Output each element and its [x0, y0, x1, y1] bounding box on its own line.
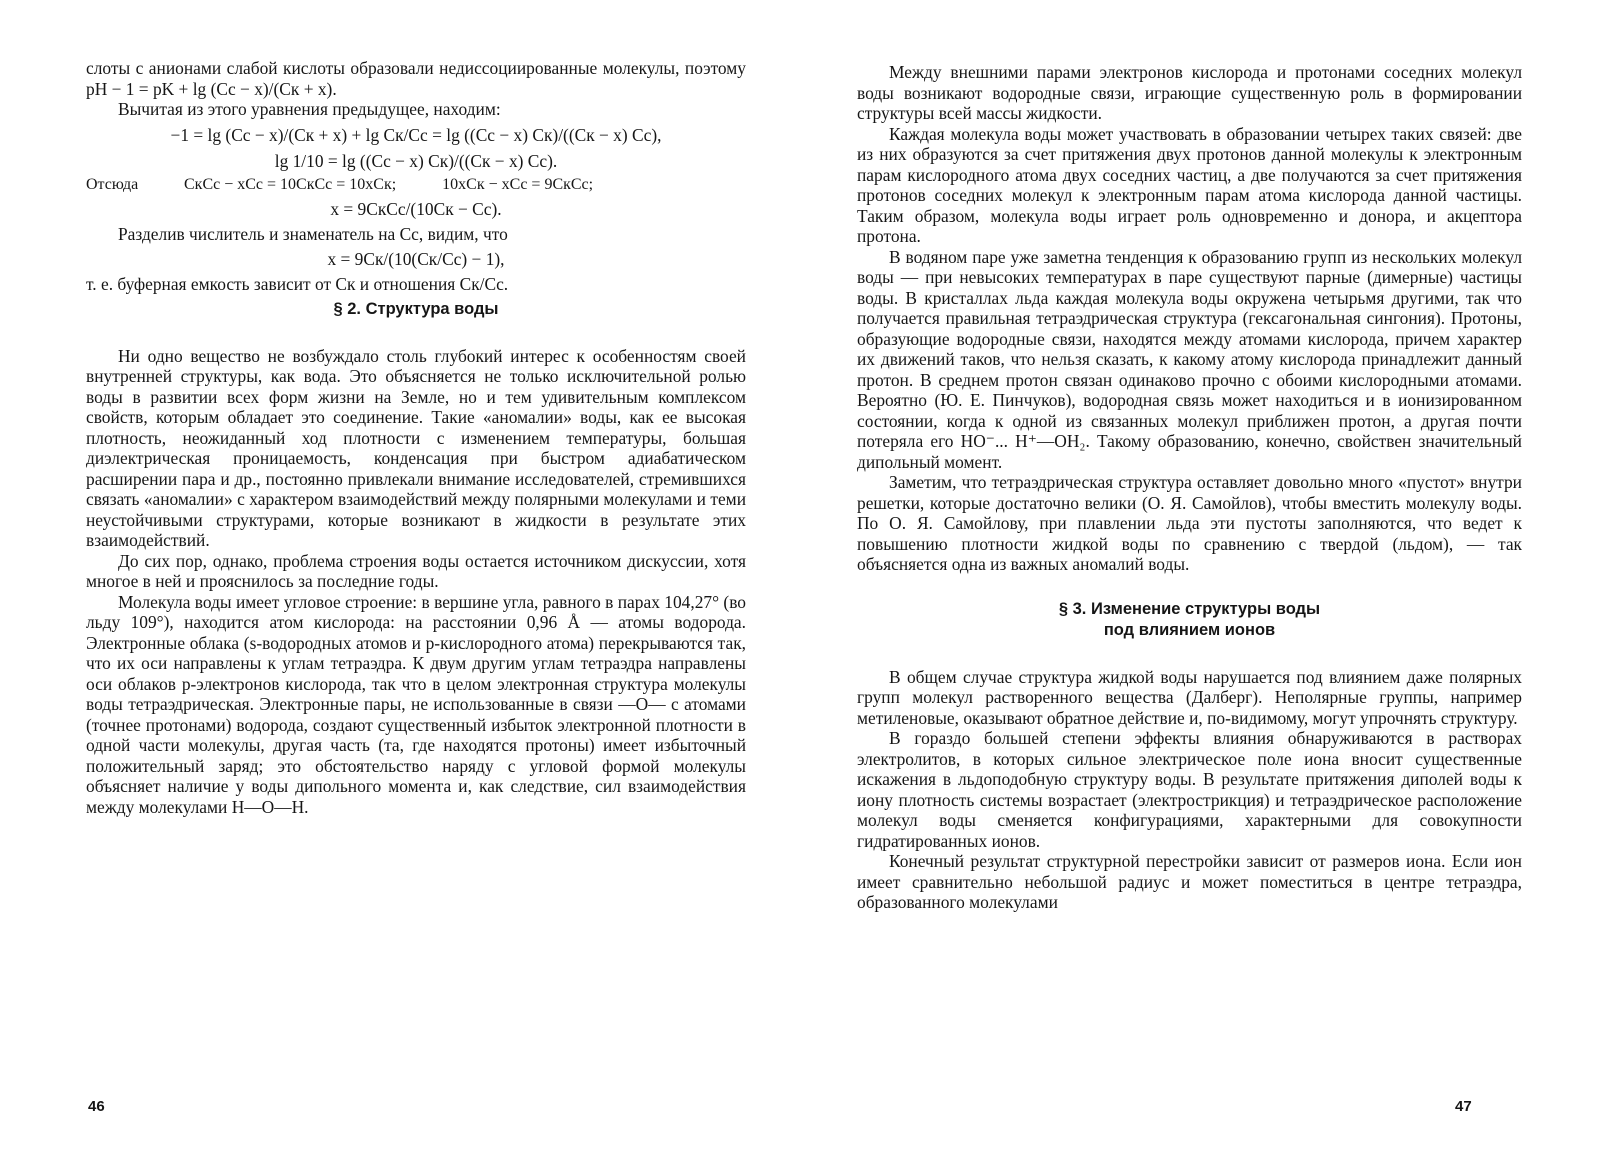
- formula: lg 1/10 = lg ((Cс − x) Cк)/((Cк − x) Cс).: [274, 150, 558, 171]
- right-text-column: [857, 62, 1522, 913]
- formula: x = 9Cк/(10(Cк/Cс) − 1),: [327, 249, 505, 269]
- page-number: 46: [88, 1098, 105, 1115]
- page-number: 47: [1455, 1098, 1472, 1115]
- formula: 10xCк − xCс = 9CкCс;: [442, 175, 594, 193]
- section-heading: § 2. Структура воды: [333, 299, 499, 318]
- paragraph: Заметим, что тетраэдрическая структура оставляет довольно много «пустот» внутри решетки, которые достаточно велики (О. Я. Самойлов), чтобы вместить молекулу воды. По О. Я. Самойлову, при плавлении льда эти пустоты заполняются, что ведет к повышению плотности жидкой воды по сравнению с твердой (льдом), — так объясняется одна из важных аномалий воды.: [857, 472, 1522, 574]
- paragraph: Вычитая из этого уравнения предыдущее, находим:: [118, 99, 501, 119]
- section-heading-line: под влиянием ионов: [1103, 620, 1276, 639]
- paragraph: Молекула воды имеет угловое строение: в вершине угла, равного в парах 104,27° (во льду 109°), находится атом кислорода: на расстоянии 0,96 Å — атомы водорода. Электронные облака (s-водородных атомов и p-кислородного атома) перекрываются так, что их оси направлены к углам тетраэдра. К двум другим углам тетраэдра направлены оси облаков p-электронов кислорода, так что в целом электронная структура молекулы воды тетраэдрическая. Электронные пары, не использованные в связи —O— с атомами (точнее протонами) водорода, создают существенный избыток электронной плотности в одной части молекулы, другая часть (та, где находятся протоны) имеет избыточный положительный заряд; это обстоятельство наряду с угловой формой молекулы объясняет наличие у воды дипольного момента и, как следствие, сил взаимодействия между молекулами H—O—H.: [86, 591, 746, 817]
- formula: x = 9CкCс/(10Cк − Cс).: [330, 198, 502, 219]
- formula: CкCс − xCс = 10CкCс = 10xCк;: [184, 175, 397, 193]
- paragraph: Ни одно вещество не возбуждало столь глубокий интерес к особенностям своей внутренней структуры, как вода. Это объясняется не только исключительной ролью воды в развитии всех форм жизни на Земле, но и тем удивительным комплексом свойств, которым обладает это соединение. Такие «аномалии» воды, как ее высокая плотность, неожиданный ход плотности с изменением температуры, большая диэлектрическая проницаемость, конденсация при быстром адиабатическом расширении пара и др., постоянно привлекали внимание исследователей, стремившихся связать «аномалии» с характером взаимодействий между полярными молекулами и теми неустойчивыми структурами, которые возникают в жидкости в результате этих взаимодействий.: [86, 345, 746, 550]
- paragraph: Конечный результат структурной перестройки зависит от размеров иона. Если ион имеет сравнительно небольшой радиус и может поместиться в центре тетраэдра, образованного молекулами: [857, 851, 1522, 912]
- section-heading: [857, 599, 1522, 641]
- paragraph: В общем случае структура жидкой воды нарушается под влиянием даже полярных групп молекул растворенного вещества (Далберг). Неполярные группы, например метиленовые, оказывают обратное действие и, по-видимому, могут упрочнять структуру.: [857, 666, 1522, 728]
- paragraph: Каждая молекула воды может участвовать в образовании четырех таких связей: две из них образуются за счет притяжения двух протонов данной молекулы к электронным парам кислородного атома двух соседних частиц, а две получаются за счет притяжения протонов соседних молекул к электронным парам атома кислорода данной частицы. Таким образом, молекула воды играет роль одновременно и донора, и акцептора протона.: [857, 123, 1522, 246]
- paragraph: слоты с анионами слабой кислоты образовали недиссоциированные молекулы, поэтому pH − 1 = pK + lg (Cс − x)/(Cк + x).: [86, 58, 746, 99]
- paragraph: т. е. буферная емкость зависит от Cк и отношения Cк/Cс.: [86, 274, 509, 294]
- paragraph: Между внешними парами электронов кислорода и протонами соседних молекул воды возникают водородные связи, играющие существенную роль в формировании структуры всей массы жидкости.: [857, 62, 1522, 123]
- right-page: [800, 0, 1600, 1176]
- paragraph: До сих пор, однако, проблема строения воды остается источником дискуссии, хотя многое в ней и прояснилось за последние годы.: [86, 550, 746, 591]
- formula-row: [86, 176, 746, 194]
- left-text-column: [86, 58, 746, 817]
- formula: −1 = lg (Cс − x)/(Cк + x) + lg Cк/Cс = lg ((Cс − x) Cк)/((Cк − x) Cс),: [170, 124, 662, 145]
- paragraph: В водяном паре уже заметна тенденция к образованию групп из нескольких молекул воды — при невысоких температурах в паре существуют парные (димерные) частицы воды. В кристаллах льда каждая молекула воды окружена четырьмя другими, так что получается правильная тетраэдрическая структура (гексагональная сингония). Протоны, образующие водородные связи, находятся между атомами кислорода, причем характер их движений таков, что нельзя сказать, к какому атому кислорода принадлежит данный протон. В среднем протон связан одинаково прочно с обоими кислородными атомами. Вероятно (Ю. Е. Пинчуков), водородная связь может находиться и в ионизированном состоянии, когда к одной из связанных молекул приближен протон, а другая почти потеряла его HO⁻... H⁺—OH₂. Такому образованию, конечно, свойствен значительный дипольный момент.: [857, 246, 1522, 472]
- otsyuda-label: Отсюда: [86, 175, 139, 193]
- paragraph: Разделив числитель и знаменатель на Cс, видим, что: [118, 223, 508, 244]
- section-heading-line: § 3. Изменение структуры воды: [1058, 599, 1321, 618]
- paragraph: В гораздо большей степени эффекты влияния обнаруживаются в растворах электролитов, в которых сильное электрическое поле иона вносит существенные искажения в льдоподобную структуру воды. В результате притяжения диполей воды к иону плотность системы возрастает (электрострикция) и тетраэдрическое расположение молекул воды сменяется конфигурациями, характерными для совокупности гидратированных ионов.: [857, 728, 1522, 851]
